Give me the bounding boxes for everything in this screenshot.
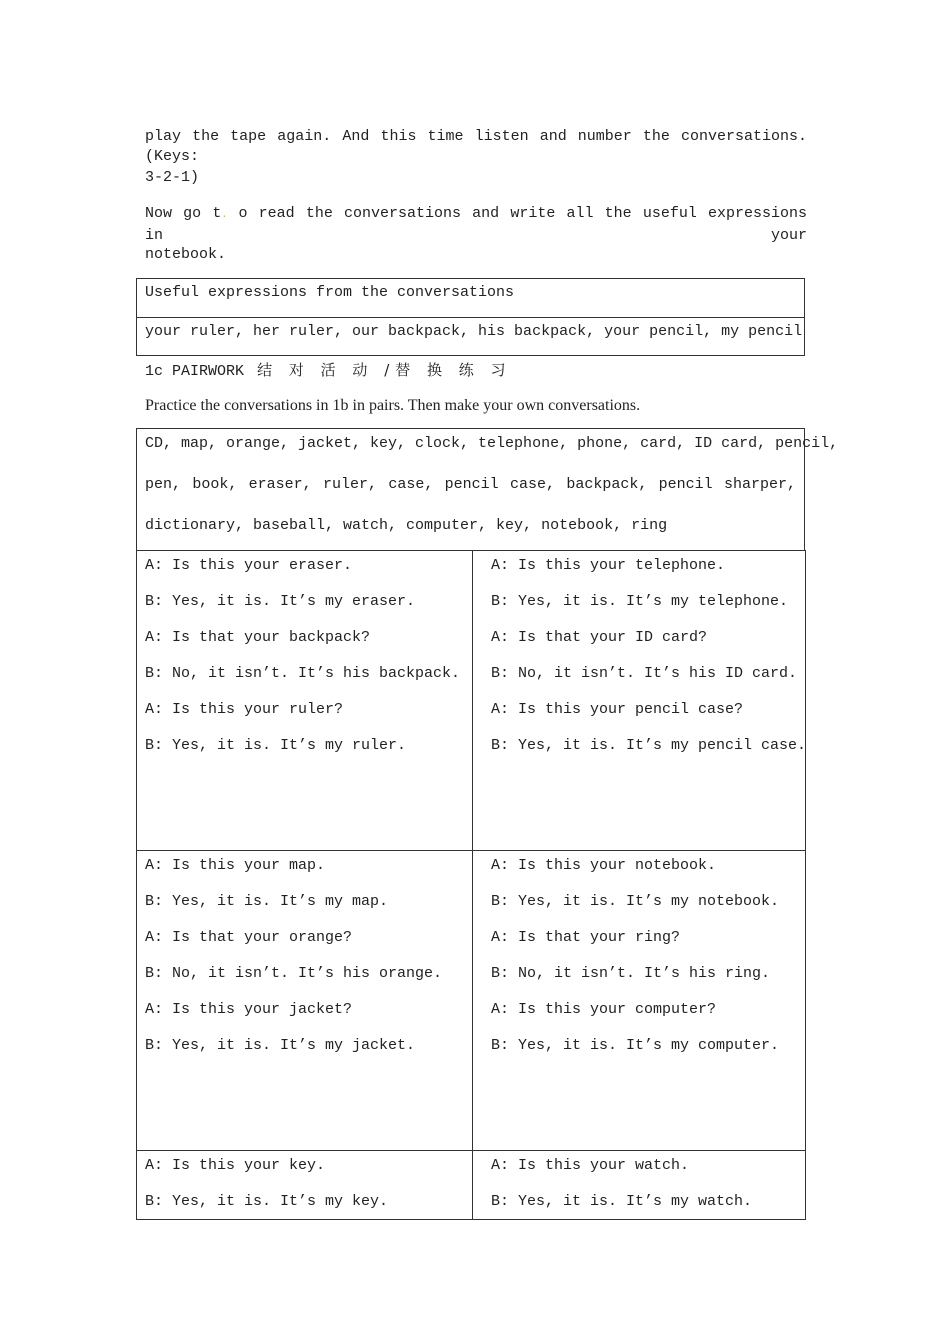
conversation-1-left [145, 551, 460, 767]
pairwork-instruction: Practice the conversations in 1b in pairs. Then make your own conversations. [145, 397, 641, 414]
pairwork-heading [145, 360, 807, 382]
dialog-line: B: Yes, it is. It’s my pencil case. [491, 737, 807, 754]
pairwork-heading-cn: 结 对 活 动 /替 换 练 习 [257, 361, 512, 379]
dialog-line: B: Yes, it is. It’s my notebook. [491, 893, 780, 910]
conversation-3-right [491, 1151, 752, 1223]
expressions-header: Useful expressions from the conversations [145, 284, 515, 301]
dialog-line: B: Yes, it is. It’s my jacket. [145, 1037, 416, 1054]
dialog-line: B: Yes, it is. It’s my watch. [491, 1193, 753, 1210]
dialog-line: B: No, it isn’t. It’s his orange. [145, 965, 443, 982]
dialog-line: B: Yes, it is. It’s my computer. [491, 1037, 780, 1054]
expressions-table [136, 278, 805, 356]
dialog-line: A: Is that your backpack? [145, 629, 371, 646]
vocab-line-1: CD, map, orange, jacket, key, clock, telephone, phone, card, ID card, pencil, [145, 435, 839, 452]
dialog-line: B: No, it isn’t. It’s his ring. [491, 965, 771, 982]
green-dot-mark: . [221, 210, 228, 221]
expressions-header-row [137, 279, 804, 318]
dialog-line: A: Is this your key. [145, 1157, 326, 1174]
intro-line-3-start: Now go t [145, 205, 222, 222]
dialog-line: A: Is this your ruler? [145, 701, 344, 718]
intro-line-3 [145, 204, 807, 246]
dialog-line: A: Is this your telephone. [491, 557, 726, 574]
expressions-content: your ruler, her ruler, our backpack, his backpack, your pencil, my pencil [145, 323, 803, 340]
dialog-line: A: Is this your map. [145, 857, 326, 874]
dialog-line: A: Is this your watch. [491, 1157, 690, 1174]
dialog-line: A: Is that your ID card? [491, 629, 708, 646]
dialog-line: B: No, it isn’t. It’s his ID card. [491, 665, 798, 682]
conversation-row-2 [137, 851, 805, 1151]
intro-line-1: play the tape again. And this time listen and number the conversations. (Keys: [145, 128, 807, 165]
dialog-line: B: Yes, it is. It’s my ruler. [145, 737, 407, 754]
conversation-3-left [145, 1151, 388, 1223]
conversation-grid [136, 550, 806, 1220]
dialog-line: B: Yes, it is. It’s my eraser. [145, 593, 416, 610]
dialog-line: B: Yes, it is. It’s my telephone. [491, 593, 789, 610]
dialog-line: A: Is this your notebook. [491, 857, 717, 874]
vocab-line-3: dictionary, baseball, watch, computer, key, notebook, ring [145, 517, 668, 534]
vocab-line-2: pen, book, eraser, ruler, case, pencil case, backpack, pencil sharper, [145, 476, 796, 493]
conversation-2-left [145, 851, 442, 1067]
dialog-line: B: No, it isn’t. It’s his backpack. [145, 665, 461, 682]
dialog-line: A: Is this your eraser. [145, 557, 353, 574]
conversation-2-right [491, 851, 779, 1067]
intro-line-2: 3-2-1) [145, 169, 200, 186]
dialog-line: A: Is this your computer? [491, 1001, 717, 1018]
conversation-row-1 [137, 551, 805, 851]
conversation-1-right [491, 551, 806, 767]
intro-line-3-rest: o read the conversations and write all the useful expressions in your [145, 205, 807, 244]
dialog-line: A: Is this your jacket? [145, 1001, 353, 1018]
conversation-row-3 [137, 1151, 805, 1219]
dialog-line: A: Is this your pencil case? [491, 701, 744, 718]
dialog-line: A: Is that your ring? [491, 929, 681, 946]
intro-line-4: notebook. [145, 246, 227, 263]
vocab-box [136, 428, 839, 551]
dialog-line: B: Yes, it is. It’s my key. [145, 1193, 389, 1210]
pairwork-heading-en: 1c PAIRWORK [145, 363, 245, 380]
dialog-line: A: Is that your orange? [145, 929, 353, 946]
expressions-content-row [137, 318, 804, 355]
dialog-line: B: Yes, it is. It’s my map. [145, 893, 389, 910]
